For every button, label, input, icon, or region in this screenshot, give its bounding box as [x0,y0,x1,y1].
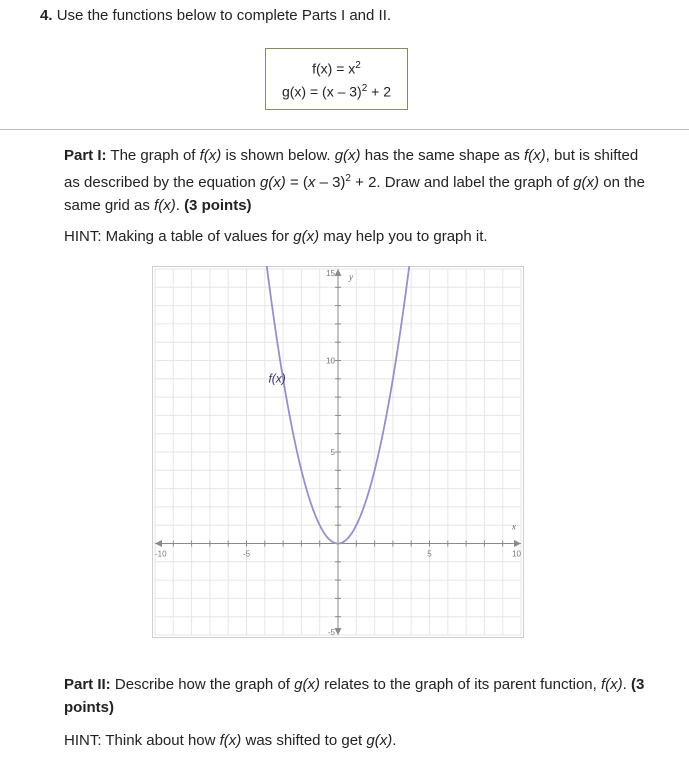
graph-svg [152,266,524,638]
part2-hint: HINT: Think about how f(x) was shifted to get g(x). [64,732,397,749]
question-title [40,7,391,24]
y-tick-label: 15 [326,269,335,278]
section-divider [0,129,689,130]
coordinate-graph [152,266,524,638]
question-number: 4. [40,7,53,24]
x-tick-label: -10 [155,549,167,559]
part2-instructions: Part II: Describe how the graph of g(x) relates to the graph of its parent function, f(x). (3 points) [64,676,645,716]
function-f: $f(x) = x^2$ [312,60,361,77]
function-g: g(x) = (x – 3)$^2$ + 2 [281,82,392,100]
y-tick-label: 10 [326,356,335,366]
x-tick-label: 10 [512,549,521,559]
part1-hint: HINT: Making a table of values for g(x) may help you to graph it. [64,228,488,245]
x-tick-label: -5 [242,549,251,559]
y-tick-label: -5 [327,628,335,637]
question-text: Use the functions below to complete Parts I and II. [56,7,392,24]
functions-box [265,48,408,110]
curve-annotation: f(x) [268,371,286,386]
x-axis-label: x [512,521,516,532]
x-tick-label: 5 [427,549,432,559]
part1-instructions: Part I: The graph of f(x) is shown below. g(x) has the same shape as f(x), but is shifted as described by the equation g(x) = (x – 3)$^2$ + 2. Draw and label the graph of g(x) on the same grid as f(x). (3 points) [64,147,645,214]
y-axis-label: y [349,272,353,282]
y-tick-label: 5 [330,448,335,457]
